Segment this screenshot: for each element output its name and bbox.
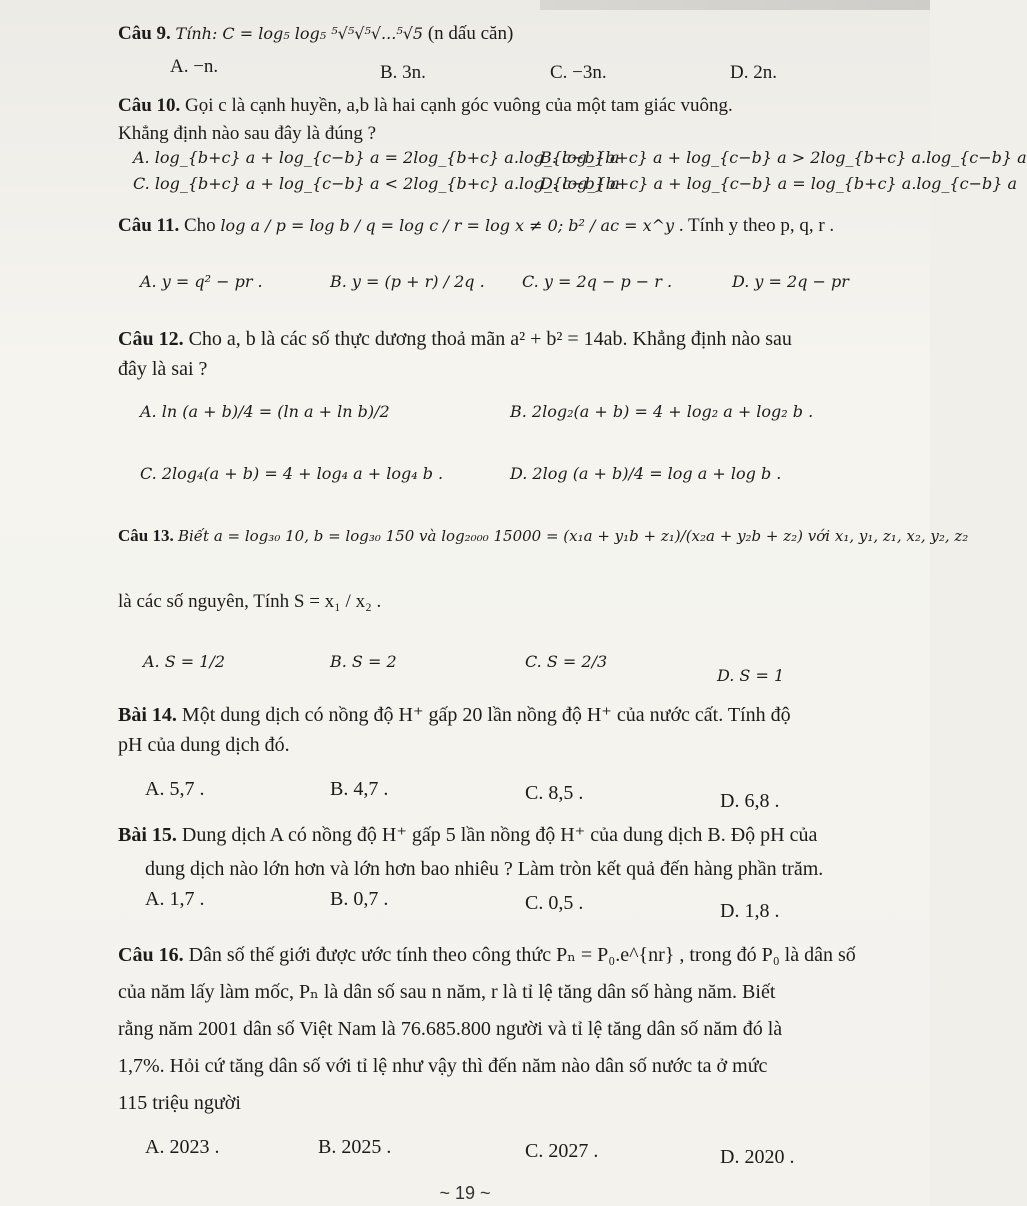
q13-option-b: B. S = 2: [330, 652, 397, 671]
q16-line3: rằng năm 2001 dân số Việt Nam là 76.685.800 người và tỉ lệ tăng dân số năm đó là: [118, 1018, 783, 1040]
q13-label: Câu 13.: [118, 526, 174, 545]
q16-line2: của năm lấy làm mốc, Pₙ là dân số sau n năm, r là tỉ lệ tăng dân số hàng năm. Biết: [118, 981, 776, 1003]
q16-option-b: B. 2025 .: [318, 1136, 392, 1158]
q14-label: Bài 14.: [118, 704, 177, 726]
question-12: [118, 322, 918, 357]
q16-option-c: C. 2027 .: [525, 1140, 599, 1162]
q14-line2: pH của dung dịch đó.: [118, 734, 290, 756]
page-number: ~ 19 ~: [439, 1183, 491, 1203]
q11-option-a: A. y = q² − pr .: [140, 272, 263, 291]
q15-option-b: B. 0,7 .: [330, 888, 389, 910]
q9-option-b: B. 3n.: [380, 62, 426, 83]
q10-option-b: B. log_{b+c} a + log_{c−b} a > 2log_{b+c} a.log_{c−b} a: [540, 148, 1027, 167]
q11-label: Câu 11.: [118, 215, 180, 236]
q12-line1: Cho a, b là các số thực dương thoả mãn a² + b² = 14ab. Khẳng định nào sau: [188, 328, 792, 350]
q10-line1: Gọi c là cạnh huyền, a,b là hai cạnh góc vuông của một tam giác vuông.: [185, 95, 733, 116]
q15-option-c: C. 0,5 .: [525, 892, 584, 914]
q15-line2: dung dịch nào lớn hơn và lớn hơn bao nhiêu ? Làm tròn kết quả đến hàng phần trăm.: [145, 858, 824, 880]
q16-line4: 1,7%. Hỏi cứ tăng dân số với tỉ lệ như vậy thì đến năm nào dân số nước ta ở mức: [118, 1055, 768, 1077]
question-9: [118, 20, 513, 48]
q16-line5: 115 triệu người: [118, 1092, 241, 1114]
q11-post: . Tính y theo p, q, r .: [678, 215, 835, 236]
q9-note: (n dấu căn): [427, 23, 514, 44]
q14-option-c: C. 8,5 .: [525, 782, 584, 804]
q11-pre: Cho: [184, 215, 216, 236]
q11-option-c: C. y = 2q − p − r .: [522, 272, 673, 291]
question-15: [118, 818, 928, 853]
q15-label: Bài 15.: [118, 824, 177, 846]
scan-edge: [540, 0, 930, 10]
question-16: [118, 938, 928, 973]
q11-option-b: B. y = (p + r) / 2q .: [330, 272, 485, 291]
q12-label: Câu 12.: [118, 328, 184, 350]
q14-option-a: A. 5,7 .: [145, 778, 205, 800]
q12-option-d: D. 2log (a + b)/4 = log a + log b .: [510, 464, 782, 483]
q10-option-d: D. log_{b+c} a + log_{c−b} a = log_{b+c} a.log_{c−b} a: [540, 174, 1018, 193]
q13-line2: là các số nguyên, Tính S = x₁ / x₂ .: [118, 591, 382, 612]
q9-option-a: A. −n.: [170, 56, 219, 77]
question-10: [118, 92, 733, 120]
q15-option-d: D. 1,8 .: [720, 900, 780, 922]
q12-option-c: C. 2log₄(a + b) = 4 + log₄ a + log₄ b .: [140, 464, 444, 483]
q11-formula: log a / p = log b / q = log c / r = log x ≠ 0; b² / ac = x^y: [220, 216, 675, 235]
q16-option-a: A. 2023 .: [145, 1136, 220, 1158]
q16-option-d: D. 2020 .: [720, 1146, 795, 1168]
q10-option-c: C. log_{b+c} a + log_{c−b} a < 2log_{b+c} a.log_{c−b} a: [133, 174, 620, 193]
q9-text: Tính: C = log₅ log₅ ⁵√⁵√⁵√...⁵√5: [175, 24, 424, 43]
q9-label: Câu 9.: [118, 23, 171, 44]
q9-option-d: D. 2n.: [730, 62, 777, 83]
question-13: [118, 524, 968, 549]
question-11: [118, 212, 834, 240]
q13-option-a: A. S = 1/2: [143, 652, 226, 671]
q11-option-d: D. y = 2q − pr: [732, 272, 849, 291]
q10-label: Câu 10.: [118, 95, 181, 116]
q9-option-c: C. −3n.: [550, 62, 607, 83]
q15-option-a: A. 1,7 .: [145, 888, 205, 910]
q12-line2: đây là sai ?: [118, 358, 208, 380]
q12-option-b: B. 2log₂(a + b) = 4 + log₂ a + log₂ b .: [510, 402, 814, 421]
q15-line1: Dung dịch A có nồng độ H⁺ gấp 5 lần nồng độ H⁺ của dung dịch B. Độ pH của: [181, 824, 818, 846]
q13-option-c: C. S = 2/3: [525, 652, 608, 671]
q13-line1: Biết a = log₃₀ 10, b = log₃₀ 150 và log₂₀₀₀ 15000 = (x₁a + y₁b + z₁)/(x₂a + y₂b + z₂) với x₁, y₁, z₁, x₂, y₂, z₂: [177, 527, 969, 545]
q10-line2: Khẳng định nào sau đây là đúng ?: [118, 123, 377, 144]
q16-line1: Dân số thế giới được ước tính theo công thức Pₙ = P₀.e^{nr} , trong đó P₀ là dân số: [188, 944, 856, 966]
q14-option-b: B. 4,7 .: [330, 778, 389, 800]
q14-line1: Một dung dịch có nồng độ H⁺ gấp 20 lần nồng độ H⁺ của nước cất. Tính độ: [181, 704, 791, 726]
q14-option-d: D. 6,8 .: [720, 790, 780, 812]
q10-option-a: A. log_{b+c} a + log_{c−b} a = 2log_{b+c} a.log_{c−b} a: [133, 148, 620, 167]
q13-option-d: D. S = 1: [717, 666, 785, 685]
q16-label: Câu 16.: [118, 944, 184, 966]
q12-option-a: A. ln (a + b)/4 = (ln a + ln b)/2: [140, 402, 390, 421]
